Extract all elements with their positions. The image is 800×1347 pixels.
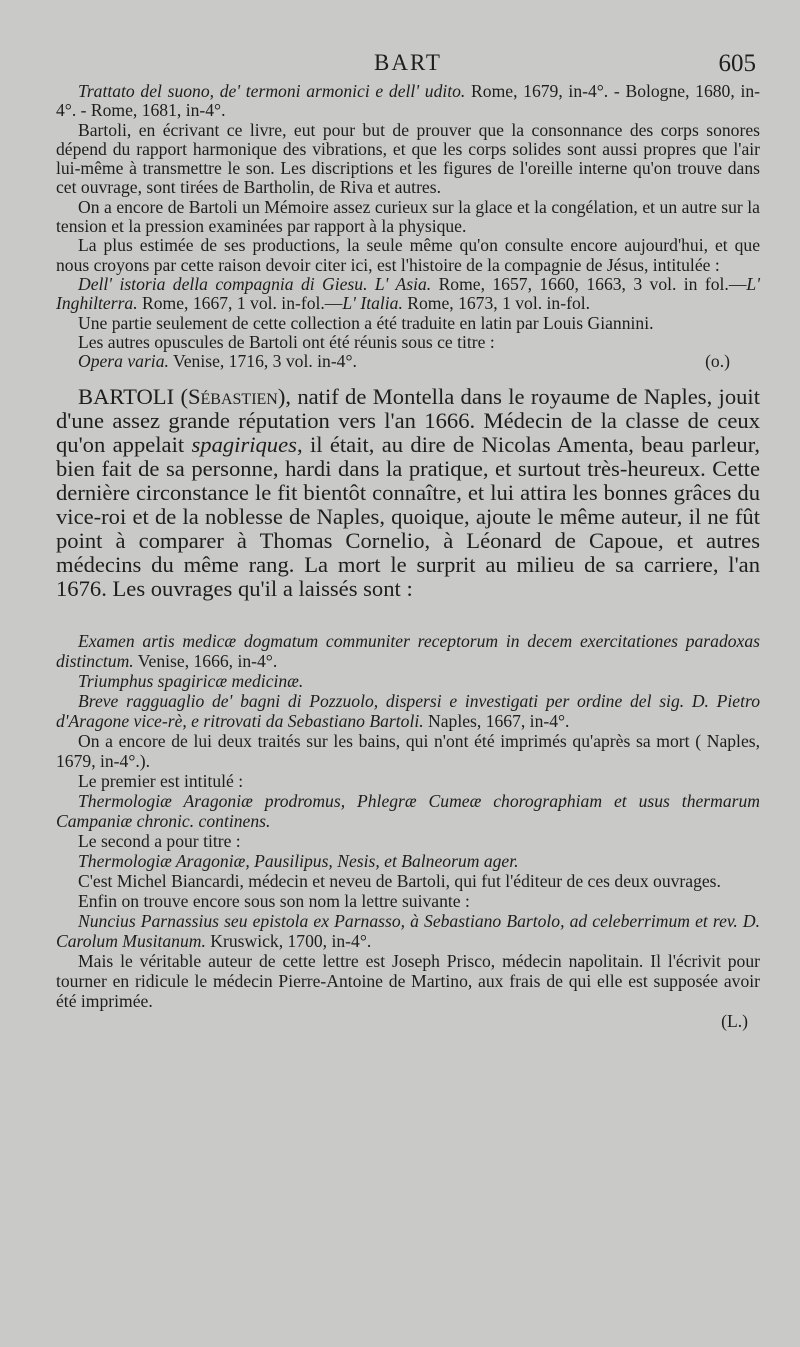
- page-number: 605: [718, 50, 756, 77]
- paragraph: Mais le véritable auteur de cette lettre est Joseph Prisco, médecin napolitain. Il l'écrivit pour tourner en ridicule le médecin Pierre-Antoine de Martino, aux frais de qui elle est supposée avoir été imprimée.: [56, 951, 760, 1012]
- paragraph: Une partie seulement de cette collection a été traduite en latin par Louis Giannini.: [78, 312, 654, 333]
- entry-bartoli-sebastien: [56, 385, 760, 601]
- paragraph: On a encore de Bartoli un Mémoire assez curieux sur la glace et la congélation, et un autre sur la tension et la pression examinées par rapport à la physique.: [56, 196, 760, 237]
- work-title: Thermologiæ Aragoniæ prodromus, Phlegræ Cumeæ chorographiam et usus thermarum Campaniæ chronic. continens.: [56, 791, 760, 832]
- entry-body: BARTOLI (Sébastien), natif de Montella dans le royaume de Naples, jouit d'une assez grande réputation vers l'an 1666. Médecin de la classe de ceux qu'on appelait spagiriques, il était, au dire de Nicolas Amenta, beau parleur, bien fait de sa personne, hardi dans la pratique, et surtout très-heureux. Cette dernière circonstance le fit bientôt connaître, et lui attira les bonnes grâces du vice-roi et de la noblesse de Naples, quoique, ajoute le même auteur, il ne fût point à comparer à Thomas Cornelio, à Léonard de Capoue, et autres médecins du même rang. La mort le surprit au milieu de sa carriere, l'an 1676. Les ouvrages qu'il a laissés sont :: [56, 384, 760, 602]
- paragraph: Enfin on trouve encore sous son nom la lettre suivante :: [78, 891, 470, 912]
- entry-firstname: Sébastien: [187, 384, 278, 410]
- work-title-trattato: Trattato del suono, de' termoni armonici e dell' udito. Rome, 1679, in-4°. - Bologne, 1680, in-4°. - Rome, 1681, in-4°.: [56, 81, 760, 121]
- paragraph: La plus estimée de ses productions, la seule même qu'on consulte encore aujourd'hui, et que nous croyons par cette raison devoir citer ici, est l'histoire de la compagnie de Jésus, intitulée :: [56, 235, 760, 275]
- paragraph: Le second a pour titre :: [78, 831, 241, 852]
- entry-headword: BARTOLI: [78, 384, 175, 410]
- work-title: Breve ragguaglio de' bagni di Pozzuolo, dispersi e investigati per ordine del sig. D. Pietro d'Aragone vice-rè, e ritrovati da Sebastiano Bartoli. Naples, 1667, in-4°.: [56, 691, 760, 732]
- paragraph: C'est Michel Biancardi, médecin et neveu de Bartoli, qui fut l'éditeur de ces deux ouvrages.: [78, 871, 721, 892]
- running-title: BART: [374, 50, 442, 75]
- paragraph: Le premier est intitulé :: [78, 771, 244, 792]
- author-signature: (o.): [705, 351, 730, 372]
- bibliography-sebastien: [56, 631, 760, 1031]
- paragraph: On a encore de lui deux traités sur les bains, qui n'ont été imprimés qu'après sa mort ( Naples, 1679, in-4°.).: [56, 731, 760, 772]
- work-title-istoria: Dell' istoria della compagnia di Giesu. L' Asia. Rome, 1657, 1660, 1663, 3 vol. in fol.—L' Inghilterra. Rome, 1667, 1 vol. in-fol.—L' Italia. Rome, 1673, 1 vol. in-fol.: [56, 273, 760, 314]
- work-title: Nuncius Parnassius seu epistola ex Parnasso, à Sebastiano Bartolo, ad celeberrimum et rev. D. Carolum Musitanum. Kruswick, 1700, in-4°.: [56, 911, 760, 952]
- paragraph: Les autres opuscules de Bartoli ont été réunis sous ce titre :: [78, 331, 495, 352]
- work-title: Triumphus spagiricæ medicinæ.: [78, 671, 304, 692]
- author-signature: (L.): [721, 1011, 748, 1032]
- work-title: Examen artis medicæ dogmatum communiter receptorum in decem exercitationes paradoxas distinctum. Venise, 1666, in-4°.: [56, 631, 760, 672]
- running-header: [56, 0, 760, 82]
- work-title-opera: Opera varia. Venise, 1716, 3 vol. in-4°. (o.): [78, 351, 730, 372]
- paragraph: Bartoli, en écrivant ce livre, eut pour but de prouver que la consonnance des corps sonores dépend du rapport harmonique des vibrations, et que les corps solides sont aussi propres que l'air lui-même à transmettre le son. Les discriptions et les figures de l'oreille interne qu'on trouve dans cet ouvrage, sont tirées de Bartholin, de Riva et autres.: [56, 119, 760, 198]
- work-title: Thermologiæ Aragoniæ, Pausilipus, Nesis, et Balneorum ager.: [78, 851, 519, 872]
- section-bartoli-daniello-end: [56, 82, 760, 371]
